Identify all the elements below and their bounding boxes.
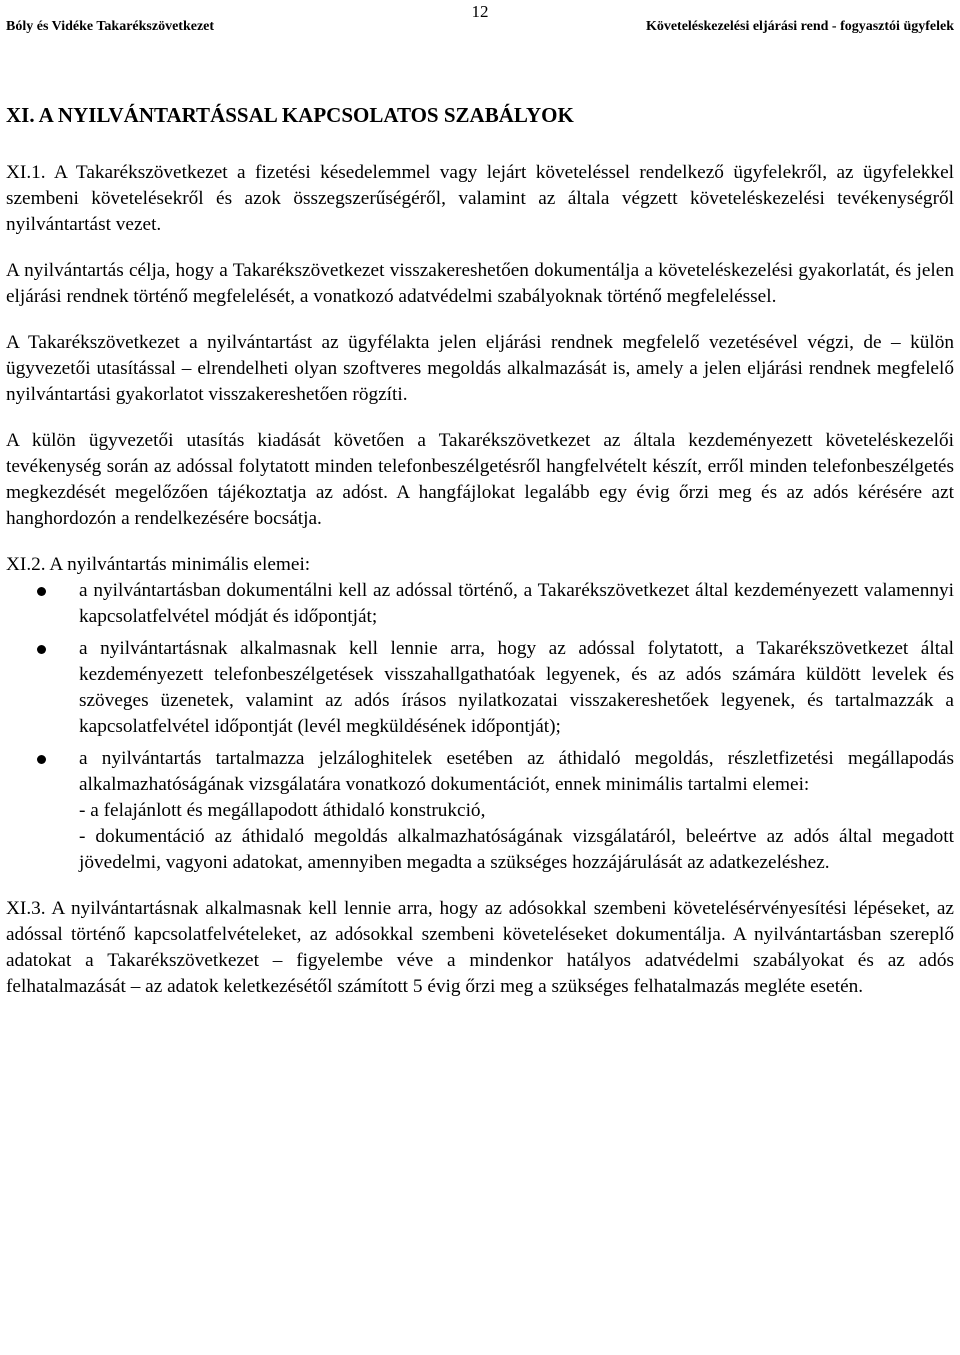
subsection-xi2-title: XI.2. A nyilvántartás minimális elemei:	[6, 554, 311, 575]
header-right-title: Követeléskezelési eljárási rend - fogyasztói ügyfelek	[645, 19, 954, 34]
page-header	[6, 19, 954, 35]
list-item	[6, 746, 954, 876]
paragraph-call-recording: A külön ügyvezetői utasítás kiadását követően a Takarékszövetkezet az általa kezdeményezett követeléskezelői tevékenység során az adóssal folytatott minden telefonbeszélgetésről hangfelvételt készít, erről minden telefonbeszélgetés megkezdését megelőzően tájékoztatja az adóst. A hangfájlokat legalább egy évig őrzi meg és az adós kérésére azt hanghordozón a rendelkezésére bocsátja.	[6, 430, 954, 529]
list-item-text: a nyilvántartás tartalmazza jelzáloghitelek esetében az áthidaló megoldás, részletfizetési megállapodás alkalmazhatóságának vizsgálatára vonatkozó dokumentációt, ennek minimális tartalmi elemei:	[79, 748, 954, 795]
paragraph-xi1: XI.1. A Takarékszövetkezet a fizetési késedelemmel vagy lejárt követeléssel rendelkező ügyfelekről, az ügyfelekkel szembeni követelésekről és azok összegszerűségéről, valamint az általa végzett követeléskezelési tevékenységről nyilvántartást vezet.	[6, 162, 954, 235]
page-number: 12	[471, 2, 489, 21]
paragraph-purpose: A nyilvántartás célja, hogy a Takarékszövetkezet visszakereshetően dokumentálja a követeléskezelési gyakorlatát, és jelen eljárási rendnek történő megfelelését, a vonatkozó adatvédelmi szabályoknak történő megfeleléssel.	[6, 260, 954, 307]
bullet-icon	[37, 645, 46, 654]
list-subitem-construction: - a felajánlott és megállapodott áthidaló konstrukció,	[79, 800, 486, 821]
section-title: XI. A NYILVÁNTARTÁSSAL KAPCSOLATOS SZABÁLYOK	[6, 103, 574, 127]
list-item-text: a nyilvántartásban dokumentálni kell az adóssal történő, a Takarékszövetkezet által kezdeményezett valamennyi kapcsolatfelvétel módját és időpontját;	[79, 580, 954, 627]
list-subitem-documentation: - dokumentáció az áthidaló megoldás alkalmazhatóságának vizsgálatáról, beleértve az adós által megadott jövedelmi, vagyoni adatokat, amennyiben megadta a szükséges hozzájárulását az adatkezeléshez.	[79, 826, 954, 873]
minimum-elements-list	[6, 578, 954, 876]
list-item-text: a nyilvántartásnak alkalmasnak kell lennie arra, hogy az adóssal folytatott, a Takarékszövetkezet által kezdeményezett telefonbeszélgetések visszahallgathatóak legyenek, és az adós számára küldött levelek és szöveges üzenetek, valamint az adós írásos nyilatkozatai visszakereshetőek legyenek, és tartalmazzák a kapcsolatfelvétel időpontját (levél megküldésének időpontját);	[79, 638, 954, 737]
paragraph-records-keeping: A Takarékszövetkezet a nyilvántartást az ügyfélakta jelen eljárási rendnek megfelelő vezetésével végzi, de – külön ügyvezetői utasítással – elrendelheti olyan szoftveres megoldás alkalmazását is, amely a jelen eljárási rendnek megfelelő nyilvántartási gyakorlatot visszakereshetően rögzíti.	[6, 332, 954, 405]
document-body	[6, 100, 954, 1020]
bullet-icon	[37, 587, 46, 596]
list-item	[6, 636, 954, 740]
bullet-icon	[37, 755, 46, 764]
paragraph-xi3: XI.3. A nyilvántartásnak alkalmasnak kell lennie arra, hogy az adósokkal szembeni követelésérvényesítési lépéseket, az adóssal történő kapcsolatfelvételeket, az adósokkal szembeni követeléseket dokumentálja. A nyilvántartásban szereplő adatokat a Takarékszövetkezet – figyelembe véve a mindenkor hatályos adatvédelmi szabályokat és az adós felhatalmazását – az adatok keletkezésétől számított 5 évig őrzi meg a szükséges felhatalmazás megléte esetén.	[6, 898, 954, 997]
header-left-title: Bóly és Vidéke Takarékszövetkezet	[6, 19, 215, 34]
list-item	[6, 578, 954, 630]
